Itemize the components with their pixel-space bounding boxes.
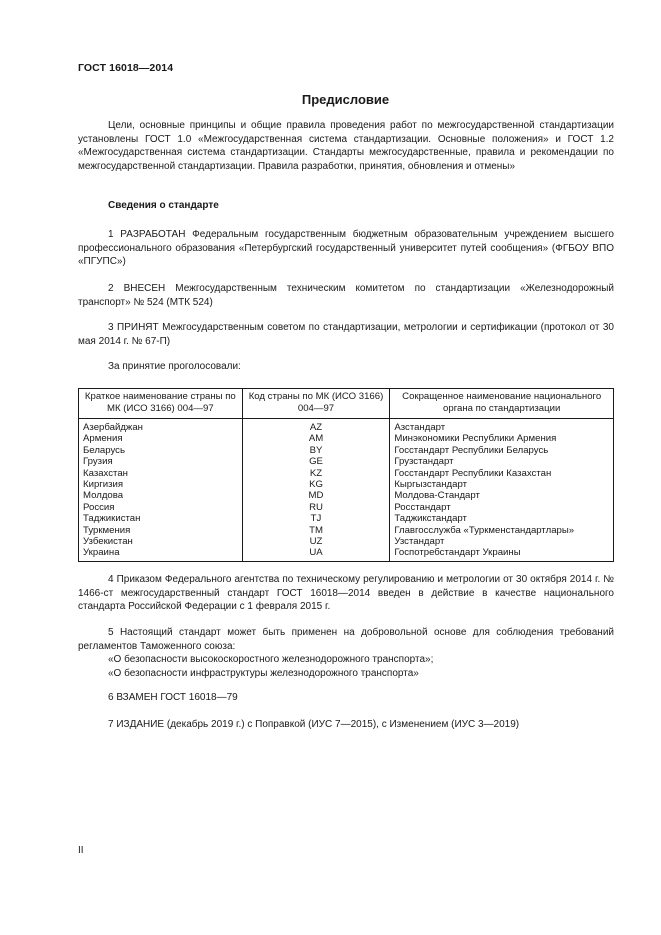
item-2 <box>78 282 614 309</box>
country-code: TM <box>242 525 390 536</box>
voted-text: За принятие проголосовали: <box>108 361 241 372</box>
table-row <box>79 536 614 547</box>
table-row <box>79 490 614 501</box>
standards-body: Госстандарт Республики Беларусь <box>390 445 614 456</box>
document-header: ГОСТ 16018—2014 <box>78 62 174 74</box>
country-name: Россия <box>79 502 243 513</box>
country-name: Киргизия <box>79 479 243 490</box>
intro-text: Цели, основные принципы и общие правила проведения работ по межгосударственной стандартизации установлены ГОСТ 1.0 «Межгосударственная система стандартизации. Основные положения» и ГОСТ 1.2 «Межгосударственная система стандартизации. Стандарты межгосударственные, правила и рекомендации по межгосударственной стандартизации. Правила разработки, принятия, обновления и отмены» <box>78 120 614 172</box>
country-name: Армения <box>79 433 243 444</box>
item-5-regulation-a: «О безопасности высокоскоростного железнодорожного транспорта»; <box>108 654 434 665</box>
country-name: Украина <box>79 547 243 561</box>
table-row <box>79 525 614 536</box>
country-name: Казахстан <box>79 468 243 479</box>
country-code: AZ <box>242 419 390 434</box>
item-4 <box>78 573 614 614</box>
standards-body: Госстандарт Республики Казахстан <box>390 468 614 479</box>
item-3 <box>78 321 614 348</box>
country-code: UA <box>242 547 390 561</box>
standards-body: Азстандарт <box>390 419 614 434</box>
table-row <box>79 513 614 524</box>
country-code: BY <box>242 445 390 456</box>
item-1-text: 1 РАЗРАБОТАН Федеральным государственным бюджетным образовательным учреждением высшего профессионального образования «Петербургский государственный университет путей сообщения» (ФГБОУ ВПО «ПГУПС») <box>78 229 614 267</box>
table-row <box>79 456 614 467</box>
intro-paragraph <box>78 119 614 173</box>
country-name: Азербайджан <box>79 419 243 434</box>
page-number: II <box>78 845 84 856</box>
standards-body: Таджикстандарт <box>390 513 614 524</box>
standards-body: Главгосслужба «Туркменстандартлары» <box>390 525 614 536</box>
item-7 <box>78 718 614 732</box>
standards-body: Узстандарт <box>390 536 614 547</box>
country-code: KZ <box>242 468 390 479</box>
item-4-text: 4 Приказом Федерального агентства по техническому регулированию и метрологии от 30 октября 2014 г. № 1466-ст межгосударственный стандарт ГОСТ 16018—2014 введен в действие в качестве национального стандарта Российской Федерации с 1 февраля 2015 г. <box>78 574 614 612</box>
header-country-code: Код страны по МК (ИСО 3166) 004—97 <box>242 389 390 419</box>
country-code: AM <box>242 433 390 444</box>
country-code: RU <box>242 502 390 513</box>
item-2-text: 2 ВНЕСЕН Межгосударственным техническим комитетом по стандартизации «Железнодорожный транспорт» № 524 (МТК 524) <box>78 283 614 308</box>
item-6 <box>78 691 614 705</box>
countries-table <box>78 388 614 562</box>
country-name: Грузия <box>79 456 243 467</box>
table-row <box>79 502 614 513</box>
header-country-name: Краткое наименование страны по МК (ИСО 3166) 004—97 <box>79 389 243 419</box>
standards-body: Госпотребстандарт Украины <box>390 547 614 561</box>
country-name: Таджикистан <box>79 513 243 524</box>
table-header-row <box>79 389 614 419</box>
item-3-text: 3 ПРИНЯТ Межгосударственным советом по стандартизации, метрологии и сертификации (протокол от 30 мая 2014 г. № 67-П) <box>78 322 614 347</box>
header-standards-body: Сокращенное наименование национального органа по стандартизации <box>390 389 614 419</box>
standards-body: Росстандарт <box>390 502 614 513</box>
country-code: KG <box>242 479 390 490</box>
item-6-text: 6 ВЗАМЕН ГОСТ 16018—79 <box>108 692 238 703</box>
country-name: Узбекистан <box>79 536 243 547</box>
item-5-regulation-b: «О безопасности инфраструктуры железнодорожного транспорта» <box>108 667 419 679</box>
section-title: Предисловие <box>301 92 390 107</box>
standards-body: Минэкономики Республики Армения <box>390 433 614 444</box>
country-name: Беларусь <box>79 445 243 456</box>
standards-body: Кыргызстандарт <box>390 479 614 490</box>
country-name: Туркмения <box>79 525 243 536</box>
table-row <box>79 419 614 434</box>
voted-line <box>78 360 614 374</box>
country-code: GE <box>242 456 390 467</box>
country-name: Молдова <box>79 490 243 501</box>
table-row <box>79 547 614 561</box>
country-code: UZ <box>242 536 390 547</box>
table-row <box>79 445 614 456</box>
standards-body: Грузстандарт <box>390 456 614 467</box>
item-1 <box>78 228 614 269</box>
table-row <box>79 433 614 444</box>
item-7-text: 7 ИЗДАНИЕ (декабрь 2019 г.) с Поправкой (ИУС 7—2015), с Изменением (ИУС 3—2019) <box>108 719 520 730</box>
country-code: MD <box>242 490 390 501</box>
info-heading: Сведения о стандарте <box>108 200 219 211</box>
item-5-text: 5 Настоящий стандарт может быть применен на добровольной основе для соблюдения требований регламентов Таможенного союза: <box>78 627 614 652</box>
table-row <box>79 479 614 490</box>
country-code: TJ <box>242 513 390 524</box>
standards-body: Молдова-Стандарт <box>390 490 614 501</box>
table-row <box>79 468 614 479</box>
item-5 <box>78 626 614 680</box>
